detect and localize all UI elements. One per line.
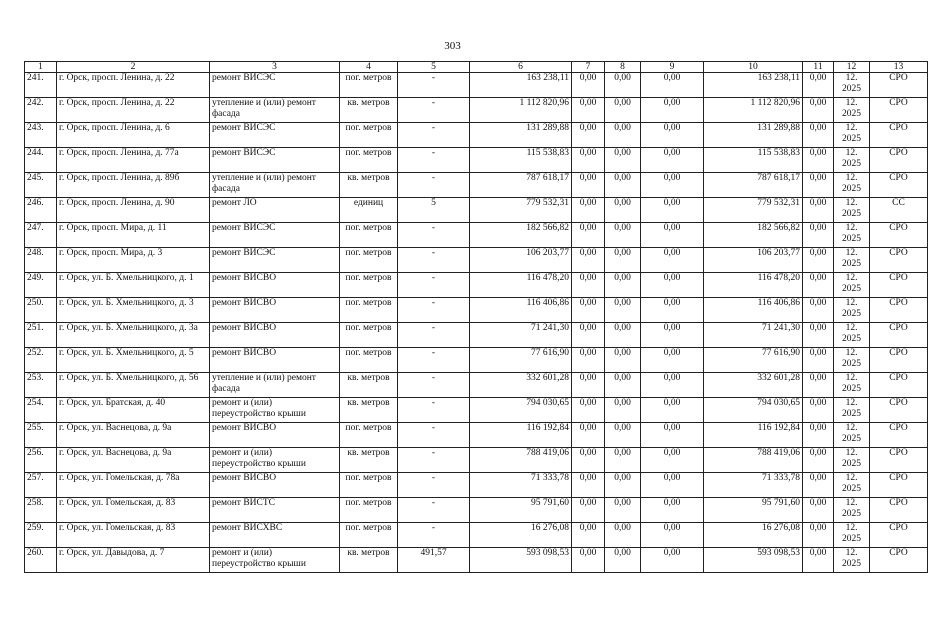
table-cell: 0,00 bbox=[572, 298, 605, 323]
table-cell: ремонт ВИСВО bbox=[210, 348, 340, 373]
table-cell: ремонт ВИСЭС bbox=[210, 148, 340, 173]
table-cell: 0,00 bbox=[641, 123, 704, 148]
table-cell: 0,00 bbox=[572, 198, 605, 223]
table-cell: ремонт ВИСЭС bbox=[210, 73, 340, 98]
column-header: 7 bbox=[572, 62, 605, 73]
table-cell: 106 203,77 bbox=[704, 248, 803, 273]
table-cell: СРО bbox=[870, 223, 928, 248]
table-cell: г. Орск, ул. Васнецова, д. 9а bbox=[57, 448, 210, 473]
table-cell: - bbox=[398, 323, 470, 348]
table-cell: 257. bbox=[25, 473, 57, 498]
table-cell: 593 098,53 bbox=[470, 548, 572, 573]
table-cell: г. Орск, ул. Б. Хмельницкого, д. 56 bbox=[57, 373, 210, 398]
table-cell: 252. bbox=[25, 348, 57, 373]
table-cell: СРО bbox=[870, 448, 928, 473]
column-header: 12 bbox=[834, 62, 870, 73]
table-cell: СС bbox=[870, 198, 928, 223]
column-header: 5 bbox=[398, 62, 470, 73]
table-cell: 0,00 bbox=[605, 173, 641, 198]
table-row bbox=[25, 298, 928, 323]
table-cell: 116 478,20 bbox=[470, 273, 572, 298]
table-cell: 12. 2025 bbox=[834, 298, 870, 323]
table-cell: 71 333,78 bbox=[470, 473, 572, 498]
table-cell: - bbox=[398, 348, 470, 373]
table-cell: г. Орск, просп. Ленина, д. 22 bbox=[57, 98, 210, 123]
table-cell: - bbox=[398, 248, 470, 273]
table-cell: СРО bbox=[870, 273, 928, 298]
table-cell: 794 030,65 bbox=[704, 398, 803, 423]
table-cell: 0,00 bbox=[641, 248, 704, 273]
table-cell: кв. метров bbox=[340, 373, 398, 398]
table-cell: 163 238,11 bbox=[704, 73, 803, 98]
table-cell: - bbox=[398, 398, 470, 423]
table-cell: 0,00 bbox=[803, 173, 834, 198]
table-cell: СРО bbox=[870, 248, 928, 273]
table-cell: 0,00 bbox=[605, 398, 641, 423]
table-cell: 258. bbox=[25, 498, 57, 523]
table-cell: СРО bbox=[870, 548, 928, 573]
table-cell: 0,00 bbox=[641, 548, 704, 573]
table-cell: утепление и (или) ремонт фасада bbox=[210, 373, 340, 398]
table-cell: 12. 2025 bbox=[834, 448, 870, 473]
table-cell: 0,00 bbox=[572, 223, 605, 248]
table-cell: г. Орск, просп. Ленина, д. 89б bbox=[57, 173, 210, 198]
table-cell: 12. 2025 bbox=[834, 348, 870, 373]
table-cell: 0,00 bbox=[572, 323, 605, 348]
table-cell: 0,00 bbox=[803, 323, 834, 348]
table-cell: 0,00 bbox=[803, 298, 834, 323]
table-cell: 12. 2025 bbox=[834, 223, 870, 248]
table-cell: кв. метров bbox=[340, 398, 398, 423]
table-cell: - bbox=[398, 373, 470, 398]
table-cell: пог. метров bbox=[340, 348, 398, 373]
table-cell: 0,00 bbox=[641, 423, 704, 448]
table-cell: г. Орск, просп. Ленина, д. 6 bbox=[57, 123, 210, 148]
table-cell: 12. 2025 bbox=[834, 323, 870, 348]
table-cell: 0,00 bbox=[605, 123, 641, 148]
column-header: 1 bbox=[25, 62, 57, 73]
column-header: 9 bbox=[641, 62, 704, 73]
table-cell: 0,00 bbox=[605, 548, 641, 573]
table-cell: утепление и (или) ремонт фасада bbox=[210, 173, 340, 198]
table-cell: 256. bbox=[25, 448, 57, 473]
table-cell: СРО bbox=[870, 173, 928, 198]
table-cell: 0,00 bbox=[572, 73, 605, 98]
table-cell: г. Орск, ул. Гомельская, д. 78а bbox=[57, 473, 210, 498]
table-cell: 0,00 bbox=[605, 498, 641, 523]
table-cell: 0,00 bbox=[605, 373, 641, 398]
table-cell: 248. bbox=[25, 248, 57, 273]
table-cell: СРО bbox=[870, 498, 928, 523]
table-cell: - bbox=[398, 298, 470, 323]
table-cell: 77 616,90 bbox=[704, 348, 803, 373]
table-cell: 116 192,84 bbox=[704, 423, 803, 448]
column-header: 6 bbox=[470, 62, 572, 73]
table-cell: 0,00 bbox=[803, 198, 834, 223]
table-cell: 12. 2025 bbox=[834, 198, 870, 223]
table-cell: 260. bbox=[25, 548, 57, 573]
table-cell: 0,00 bbox=[605, 148, 641, 173]
table-cell: 0,00 bbox=[605, 423, 641, 448]
table-cell: ремонт ВИСВО bbox=[210, 273, 340, 298]
table-cell: 71 333,78 bbox=[704, 473, 803, 498]
table-cell: г. Орск, просп. Ленина, д. 22 bbox=[57, 73, 210, 98]
table-cell: 182 566,82 bbox=[704, 223, 803, 248]
column-header: 2 bbox=[57, 62, 210, 73]
table-cell: ремонт ВИСЭС bbox=[210, 123, 340, 148]
table-cell: 787 618,17 bbox=[704, 173, 803, 198]
table-cell: 0,00 bbox=[605, 248, 641, 273]
table-cell: 16 276,08 bbox=[470, 523, 572, 548]
table-cell: 0,00 bbox=[605, 98, 641, 123]
table-cell: 116 406,86 bbox=[470, 298, 572, 323]
table-cell: пог. метров bbox=[340, 248, 398, 273]
table-cell: 12. 2025 bbox=[834, 273, 870, 298]
table-cell: 12. 2025 bbox=[834, 473, 870, 498]
table-cell: 0,00 bbox=[572, 273, 605, 298]
table-cell: ремонт ВИСВО bbox=[210, 298, 340, 323]
table-cell: г. Орск, ул. Давыдова, д. 7 bbox=[57, 548, 210, 573]
table-cell: 12. 2025 bbox=[834, 498, 870, 523]
table-cell: 593 098,53 bbox=[704, 548, 803, 573]
table-cell: 0,00 bbox=[605, 298, 641, 323]
table-cell: СРО bbox=[870, 123, 928, 148]
table-cell: г. Орск, ул. Братская, д. 40 bbox=[57, 398, 210, 423]
table-cell: пог. метров bbox=[340, 123, 398, 148]
table-cell: 0,00 bbox=[803, 123, 834, 148]
table-cell: 0,00 bbox=[572, 523, 605, 548]
table-row bbox=[25, 423, 928, 448]
table-cell: 1 112 820,96 bbox=[470, 98, 572, 123]
table-cell: г. Орск, ул. Б. Хмельницкого, д. 1 bbox=[57, 273, 210, 298]
table-cell: 0,00 bbox=[572, 123, 605, 148]
table-cell: СРО bbox=[870, 423, 928, 448]
table-cell: 794 030,65 bbox=[470, 398, 572, 423]
table-cell: 0,00 bbox=[803, 148, 834, 173]
table-cell: пог. метров bbox=[340, 323, 398, 348]
table-cell: 0,00 bbox=[641, 473, 704, 498]
table-cell: 12. 2025 bbox=[834, 423, 870, 448]
table-cell: 0,00 bbox=[803, 73, 834, 98]
table-cell: 251. bbox=[25, 323, 57, 348]
table-cell: 116 478,20 bbox=[704, 273, 803, 298]
table-cell: СРО bbox=[870, 373, 928, 398]
table-cell: - bbox=[398, 498, 470, 523]
table-cell: г. Орск, ул. Б. Хмельницкого, д. 3а bbox=[57, 323, 210, 348]
table-cell: 0,00 bbox=[803, 423, 834, 448]
table-cell: 244. bbox=[25, 148, 57, 173]
table-cell: СРО bbox=[870, 298, 928, 323]
table-cell: 0,00 bbox=[803, 523, 834, 548]
table-cell: 1 112 820,96 bbox=[704, 98, 803, 123]
table-row bbox=[25, 73, 928, 98]
table-cell: 0,00 bbox=[803, 473, 834, 498]
table-cell: 0,00 bbox=[605, 73, 641, 98]
table-cell: кв. метров bbox=[340, 98, 398, 123]
table-cell: 0,00 bbox=[803, 248, 834, 273]
table-cell: 0,00 bbox=[641, 398, 704, 423]
table-cell: СРО bbox=[870, 523, 928, 548]
table-cell: 253. bbox=[25, 373, 57, 398]
table-cell: пог. метров bbox=[340, 273, 398, 298]
table-cell: 182 566,82 bbox=[470, 223, 572, 248]
table-row bbox=[25, 198, 928, 223]
table-cell: ремонт ВИСТС bbox=[210, 498, 340, 523]
table-cell: 116 192,84 bbox=[470, 423, 572, 448]
table-cell: 0,00 bbox=[572, 398, 605, 423]
table-cell: 12. 2025 bbox=[834, 173, 870, 198]
table-cell: кв. метров bbox=[340, 548, 398, 573]
table-cell: - bbox=[398, 423, 470, 448]
column-number-row bbox=[25, 62, 928, 73]
table-cell: г. Орск, просп. Ленина, д. 90 bbox=[57, 198, 210, 223]
table-cell: утепление и (или) ремонт фасада bbox=[210, 98, 340, 123]
column-header: 10 bbox=[704, 62, 803, 73]
table-cell: 131 289,88 bbox=[704, 123, 803, 148]
table-cell: 788 419,06 bbox=[704, 448, 803, 473]
table-cell: 115 538,83 bbox=[470, 148, 572, 173]
table-cell: 243. bbox=[25, 123, 57, 148]
table-cell: 250. bbox=[25, 298, 57, 323]
table-cell: 254. bbox=[25, 398, 57, 423]
table-cell: 0,00 bbox=[803, 548, 834, 573]
table-cell: ремонт ВИСВО bbox=[210, 423, 340, 448]
table-cell: г. Орск, просп. Ленина, д. 77а bbox=[57, 148, 210, 173]
table-cell: 0,00 bbox=[803, 223, 834, 248]
table-cell: 242. bbox=[25, 98, 57, 123]
table-row bbox=[25, 273, 928, 298]
table-cell: 491,57 bbox=[398, 548, 470, 573]
table-cell: г. Орск, ул. Б. Хмельницкого, д. 5 bbox=[57, 348, 210, 373]
table-cell: 0,00 bbox=[641, 273, 704, 298]
table-row bbox=[25, 398, 928, 423]
column-header: 8 bbox=[605, 62, 641, 73]
table-cell: 0,00 bbox=[641, 448, 704, 473]
table-cell: - bbox=[398, 123, 470, 148]
table-cell: пог. метров bbox=[340, 73, 398, 98]
table-cell: 116 406,86 bbox=[704, 298, 803, 323]
table-cell: ремонт и (или) переустройство крыши bbox=[210, 448, 340, 473]
table-row bbox=[25, 223, 928, 248]
table-row bbox=[25, 373, 928, 398]
table-cell: ремонт ВИСВО bbox=[210, 473, 340, 498]
column-header: 4 bbox=[340, 62, 398, 73]
table-cell: 0,00 bbox=[803, 448, 834, 473]
table-row bbox=[25, 173, 928, 198]
table-cell: ремонт ВИСЭС bbox=[210, 223, 340, 248]
table-cell: пог. метров bbox=[340, 223, 398, 248]
table-cell: 0,00 bbox=[641, 198, 704, 223]
table-cell: пог. метров bbox=[340, 473, 398, 498]
table-cell: 0,00 bbox=[605, 198, 641, 223]
table-cell: 12. 2025 bbox=[834, 373, 870, 398]
capital-repair-table bbox=[24, 61, 928, 573]
table-cell: СРО bbox=[870, 348, 928, 373]
column-header: 3 bbox=[210, 62, 340, 73]
table-cell: ремонт ВИСВО bbox=[210, 323, 340, 348]
table-cell: 788 419,06 bbox=[470, 448, 572, 473]
table-row bbox=[25, 448, 928, 473]
table-cell: пог. метров bbox=[340, 298, 398, 323]
table-cell: - bbox=[398, 148, 470, 173]
table-cell: 5 bbox=[398, 198, 470, 223]
table-cell: г. Орск, ул. Гомельская, д. 83 bbox=[57, 523, 210, 548]
table-cell: 779 532,31 bbox=[704, 198, 803, 223]
column-header: 13 bbox=[870, 62, 928, 73]
table-cell: СРО bbox=[870, 323, 928, 348]
table-cell: ремонт и (или) переустройство крыши bbox=[210, 548, 340, 573]
table-cell: 12. 2025 bbox=[834, 123, 870, 148]
table-row bbox=[25, 548, 928, 573]
table-cell: - bbox=[398, 273, 470, 298]
table-row bbox=[25, 148, 928, 173]
table-cell: 0,00 bbox=[641, 523, 704, 548]
table-cell: 0,00 bbox=[803, 348, 834, 373]
table-cell: СРО bbox=[870, 473, 928, 498]
table-cell: кв. метров bbox=[340, 448, 398, 473]
table-cell: 0,00 bbox=[605, 348, 641, 373]
table-cell: 0,00 bbox=[641, 73, 704, 98]
table-cell: г. Орск, ул. Гомельская, д. 83 bbox=[57, 498, 210, 523]
table-cell: 12. 2025 bbox=[834, 398, 870, 423]
table-cell: - bbox=[398, 473, 470, 498]
table-cell: ремонт ВИСХВС bbox=[210, 523, 340, 548]
table-row bbox=[25, 98, 928, 123]
table-cell: СРО bbox=[870, 148, 928, 173]
table-cell: 0,00 bbox=[572, 173, 605, 198]
table-cell: ремонт ЛО bbox=[210, 198, 340, 223]
table-cell: 0,00 bbox=[572, 448, 605, 473]
table-cell: 0,00 bbox=[641, 373, 704, 398]
table-cell: 0,00 bbox=[605, 523, 641, 548]
table-cell: 0,00 bbox=[641, 173, 704, 198]
page-number: 303 bbox=[444, 40, 461, 52]
table-row bbox=[25, 498, 928, 523]
table-cell: - bbox=[398, 448, 470, 473]
table-cell: г. Орск, ул. Васнецова, д. 9а bbox=[57, 423, 210, 448]
table-cell: 241. bbox=[25, 73, 57, 98]
table-cell: ремонт и (или) переустройство крыши bbox=[210, 398, 340, 423]
table-cell: 71 241,30 bbox=[470, 323, 572, 348]
table-cell: 259. bbox=[25, 523, 57, 548]
table-cell: 0,00 bbox=[572, 498, 605, 523]
table-cell: 0,00 bbox=[572, 248, 605, 273]
table-row bbox=[25, 323, 928, 348]
table-cell: 0,00 bbox=[572, 423, 605, 448]
table-cell: 12. 2025 bbox=[834, 73, 870, 98]
table-cell: 249. bbox=[25, 273, 57, 298]
column-header: 11 bbox=[803, 62, 834, 73]
table-cell: 12. 2025 bbox=[834, 548, 870, 573]
table-cell: - bbox=[398, 73, 470, 98]
table-cell: 106 203,77 bbox=[470, 248, 572, 273]
table-cell: пог. метров bbox=[340, 148, 398, 173]
table-cell: 0,00 bbox=[641, 298, 704, 323]
table-cell: 0,00 bbox=[641, 348, 704, 373]
table-cell: - bbox=[398, 523, 470, 548]
table-cell: 131 289,88 bbox=[470, 123, 572, 148]
table-cell: 0,00 bbox=[605, 473, 641, 498]
table-cell: 95 791,60 bbox=[704, 498, 803, 523]
table-row bbox=[25, 248, 928, 273]
table-cell: 0,00 bbox=[803, 398, 834, 423]
table-cell: 787 618,17 bbox=[470, 173, 572, 198]
table-cell: 0,00 bbox=[605, 448, 641, 473]
table-cell: 255. bbox=[25, 423, 57, 448]
table-cell: 0,00 bbox=[641, 148, 704, 173]
table-cell: 0,00 bbox=[803, 273, 834, 298]
table-cell: пог. метров bbox=[340, 423, 398, 448]
table-row bbox=[25, 473, 928, 498]
table-cell: 95 791,60 bbox=[470, 498, 572, 523]
table-cell: г. Орск, просп. Мира, д. 11 bbox=[57, 223, 210, 248]
table-cell: пог. метров bbox=[340, 498, 398, 523]
table-cell: 0,00 bbox=[803, 498, 834, 523]
table-body bbox=[25, 73, 928, 573]
table-cell: 245. bbox=[25, 173, 57, 198]
table-cell: 0,00 bbox=[641, 323, 704, 348]
table-cell: 0,00 bbox=[572, 98, 605, 123]
table-cell: 0,00 bbox=[572, 148, 605, 173]
table-cell: 0,00 bbox=[641, 223, 704, 248]
table-cell: 0,00 bbox=[641, 498, 704, 523]
table-cell: 12. 2025 bbox=[834, 248, 870, 273]
table-cell: 779 532,31 bbox=[470, 198, 572, 223]
table-cell: 247. bbox=[25, 223, 57, 248]
table-cell: 163 238,11 bbox=[470, 73, 572, 98]
table-cell: 0,00 bbox=[572, 548, 605, 573]
table-cell: 0,00 bbox=[605, 273, 641, 298]
table-cell: пог. метров bbox=[340, 523, 398, 548]
table-cell: единиц bbox=[340, 198, 398, 223]
table-row bbox=[25, 523, 928, 548]
table-cell: СРО bbox=[870, 398, 928, 423]
table-cell: 16 276,08 bbox=[704, 523, 803, 548]
table-cell: СРО bbox=[870, 98, 928, 123]
table-cell: 77 616,90 bbox=[470, 348, 572, 373]
table-cell: г. Орск, ул. Б. Хмельницкого, д. 3 bbox=[57, 298, 210, 323]
table-cell: 0,00 bbox=[803, 373, 834, 398]
table-cell: - bbox=[398, 223, 470, 248]
table-row bbox=[25, 123, 928, 148]
table-cell: - bbox=[398, 173, 470, 198]
table-cell: 246. bbox=[25, 198, 57, 223]
table-cell: г. Орск, просп. Мира, д. 3 bbox=[57, 248, 210, 273]
table-row bbox=[25, 348, 928, 373]
table-cell: 0,00 bbox=[605, 223, 641, 248]
table-cell: 71 241,30 bbox=[704, 323, 803, 348]
table-cell: 12. 2025 bbox=[834, 98, 870, 123]
table-cell: 0,00 bbox=[572, 473, 605, 498]
table-cell: 332 601,28 bbox=[470, 373, 572, 398]
table-cell: 332 601,28 bbox=[704, 373, 803, 398]
table-cell: 0,00 bbox=[641, 98, 704, 123]
table-cell: 0,00 bbox=[572, 348, 605, 373]
table-cell: 0,00 bbox=[605, 323, 641, 348]
table-cell: 12. 2025 bbox=[834, 523, 870, 548]
table-cell: - bbox=[398, 98, 470, 123]
table-cell: СРО bbox=[870, 73, 928, 98]
table-cell: 0,00 bbox=[572, 373, 605, 398]
table-cell: 115 538,83 bbox=[704, 148, 803, 173]
table-cell: 0,00 bbox=[803, 98, 834, 123]
table-cell: кв. метров bbox=[340, 173, 398, 198]
table-cell: 12. 2025 bbox=[834, 148, 870, 173]
table-cell: ремонт ВИСЭС bbox=[210, 248, 340, 273]
